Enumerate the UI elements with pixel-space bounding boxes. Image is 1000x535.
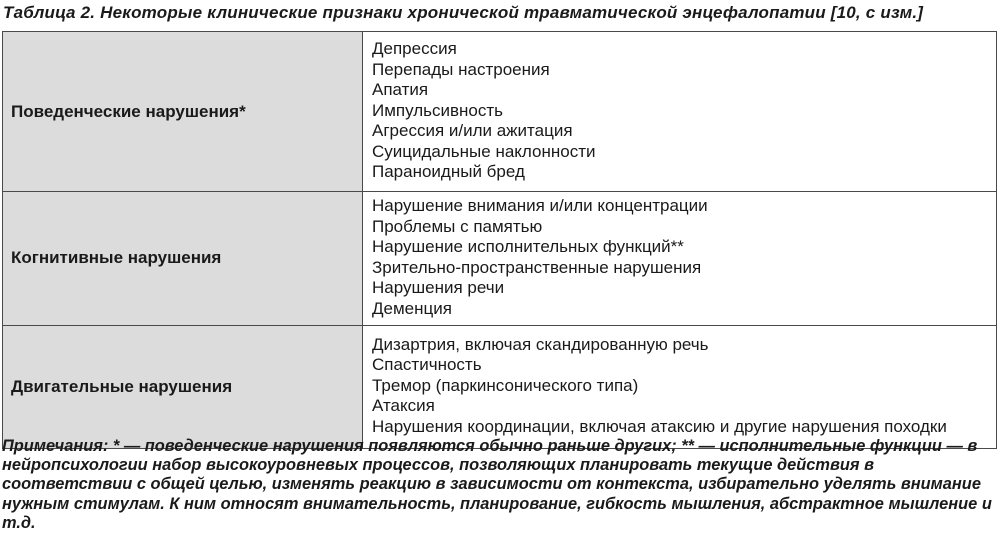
sign-item: Атаксия bbox=[372, 396, 435, 416]
signs-cell bbox=[363, 32, 997, 192]
signs-list bbox=[372, 196, 996, 320]
sign-item: Депрессия bbox=[372, 38, 457, 58]
table-caption: Таблица 2. Некоторые клинические признаки хронической травматической энцефалопатии [10, с изм.] bbox=[3, 3, 924, 22]
sign-item: Апатия bbox=[372, 80, 429, 100]
table-row-motor bbox=[3, 325, 997, 448]
clinical-signs-table bbox=[2, 31, 997, 449]
sign-item: Нарушение внимания и/или концентрации bbox=[372, 196, 708, 215]
sign-item: Зрительно-пространственные нарушения bbox=[372, 257, 702, 277]
signs-list bbox=[372, 335, 996, 438]
category-cell: Поведенческие нарушения* bbox=[3, 32, 363, 192]
sign-item: Тремор (паркинсонического типа) bbox=[372, 375, 639, 395]
sign-item: Суицидальные наклонности bbox=[372, 141, 596, 161]
sign-item: Параноидный бред bbox=[372, 162, 525, 182]
table-row-behavioral bbox=[3, 32, 997, 192]
category-cell: Двигательные нарушения bbox=[3, 325, 363, 448]
sign-item: Проблемы с памятью bbox=[372, 216, 543, 236]
sign-item: Импульсивность bbox=[372, 100, 504, 120]
category-cell: Когнитивные нарушения bbox=[3, 192, 363, 326]
sign-item: Дизартрия, включая скандированную речь bbox=[372, 334, 709, 354]
table-notes: Примечания: * — поведенческие нарушения появляются обычно раньше других; ** — исполнительные функции — в нейропсихологии набор высокоуровневых процессов, позволяющих планировать текущие действия в соответствии с общей целью, изменять реакцию в зависимости от контекста, избирательно уделять внимание нужным стимулам. К ним относят внимательность, планирование, гибкость мышления, абстрактное мышление и т.д. bbox=[2, 437, 992, 532]
signs-cell bbox=[363, 192, 997, 326]
signs-list bbox=[372, 39, 996, 183]
sign-item: Деменция bbox=[372, 298, 452, 318]
signs-cell bbox=[363, 325, 997, 448]
sign-item: Спастичность bbox=[372, 355, 482, 375]
table-row-cognitive bbox=[3, 192, 997, 326]
sign-item: Нарушения координации, включая атаксию и другие нарушения походки bbox=[372, 416, 947, 436]
sign-item: Перепады настроения bbox=[372, 59, 550, 79]
sign-item: Нарушение исполнительных функций** bbox=[372, 237, 684, 257]
sign-item: Нарушения речи bbox=[372, 278, 505, 298]
sign-item: Агрессия и/или ажитация bbox=[372, 121, 573, 141]
